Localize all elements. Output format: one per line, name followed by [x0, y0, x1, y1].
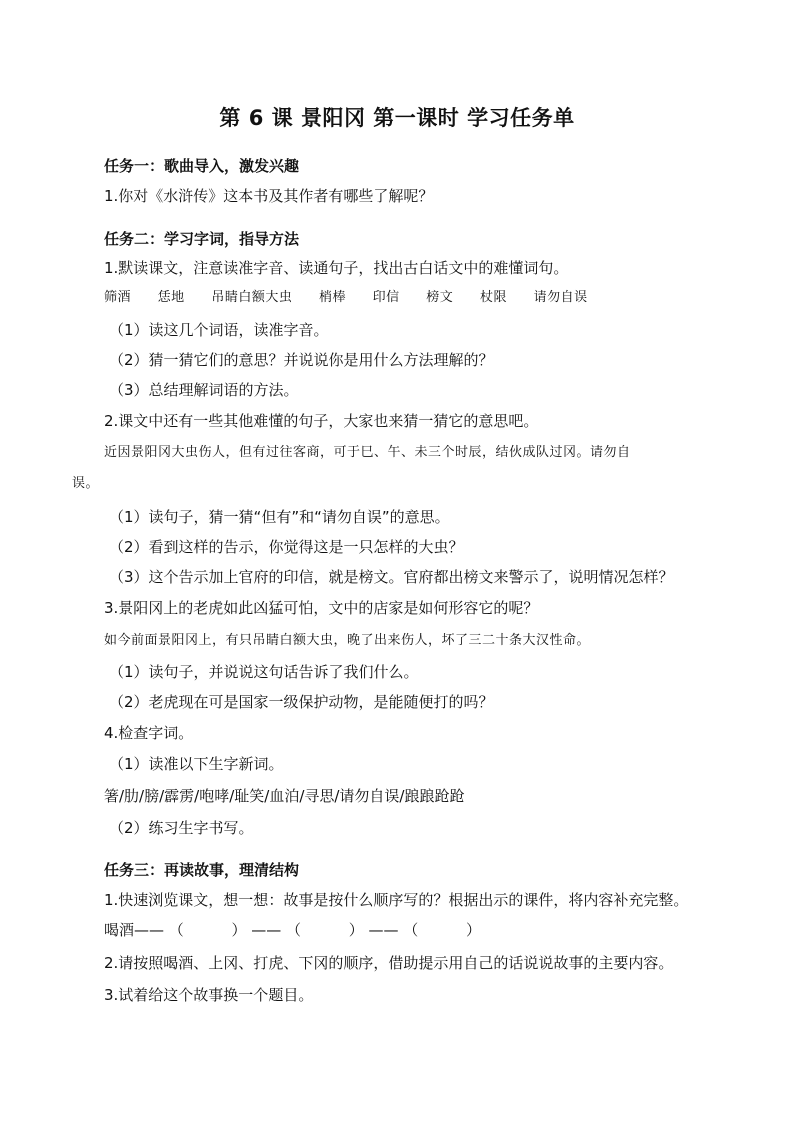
difficult-words-list [104, 288, 610, 308]
word-item: 印信 [372, 290, 400, 305]
task2-sub-4-1: （1）读准以下生字新词。 [109, 755, 284, 773]
task2-sub-2-3: （3）这个告示加上官府的印信，就是榜文。官府都出榜文来警示了，说明情况怎样？ [109, 568, 674, 586]
story-sequence [104, 920, 481, 940]
task2-sub-2-1: （1）读句子，猜一猜“但有”和“请勿自误”的意思。 [109, 508, 450, 526]
task2-question-2: 2.课文中还有一些其他难懂的句子，大家也来猜一猜它的意思吧。 [104, 412, 539, 430]
task2-question-4: 4.检查字词。 [104, 724, 194, 742]
page-title: 第 6 课 景阳冈 第一课时 学习任务单 [219, 106, 575, 130]
sequence-dash: —— [251, 921, 282, 939]
task2-sub-2-2: （2）看到这样的告示，你觉得这是一只怎样的大虫？ [109, 538, 464, 556]
notice-quote-line-1: 近因景阳冈大虫伤人，但有过往客商，可于巳、午、未三个时辰，结伙成队过冈。请勿自 [104, 445, 631, 460]
word-item: 筛酒 [104, 290, 132, 305]
word-item: 恁地 [157, 290, 185, 305]
sequence-start: 喝酒—— [104, 921, 165, 939]
sequence-blank[interactable]: （ ） [403, 921, 481, 939]
word-item: 梢棒 [318, 290, 346, 305]
word-item: 吊睛白额大虫 [211, 290, 293, 305]
task2-sub-1-3: （3）总结理解词语的方法。 [109, 381, 299, 399]
word-item: 榜文 [426, 290, 454, 305]
word-item: 请勿自误 [533, 290, 588, 305]
task2-question-3: 3.景阳冈上的老虎如此凶猛可怕，文中的店家是如何形容它的呢？ [104, 599, 539, 617]
task2-sub-1-2: （2）猜一猜它们的意思？并说说你是用什么方法理解的？ [109, 351, 494, 369]
sequence-blank[interactable]: （ ） [286, 921, 364, 939]
task1-heading: 任务一：歌曲导入，激发兴趣 [104, 157, 300, 175]
task2-sub-3-1: （1）读句子，并说说这句话告诉了我们什么。 [109, 663, 419, 681]
sequence-dash: —— [368, 921, 399, 939]
task2-heading: 任务二：学习字词，指导方法 [104, 230, 300, 248]
task2-question-1: 1.默读课文，注意读准字音、读通句子，找出古白话文中的难懂词句。 [104, 259, 569, 277]
task1-question-1: 1.你对《水浒传》这本书及其作者有哪些了解呢？ [104, 187, 434, 205]
new-words-list: 箸/肋/膀/霹雳/咆哮/耻笑/血泊/寻思/请勿自误/踉踉跄跄 [104, 787, 465, 805]
task3-question-1: 1.快速浏览课文，想一想：故事是按什么顺序写的？根据出示的课件，将内容补充完整。 [104, 891, 689, 909]
task3-heading: 任务三：再读故事，理清结构 [104, 861, 300, 879]
task2-sub-1-1: （1）读这几个词语，读准字音。 [109, 321, 329, 339]
notice-quote-line-2: 误。 [72, 476, 100, 491]
task2-sub-3-2: （2）老虎现在可是国家一级保护动物，是能随便打的吗？ [109, 693, 494, 711]
sequence-blank[interactable]: （ ） [168, 921, 247, 939]
word-item: 杖限 [479, 290, 507, 305]
task3-question-2: 2.请按照喝酒、上冈、打虎、下冈的顺序，借助提示用自己的话说说故事的主要内容。 [104, 954, 674, 972]
innkeeper-quote: 如今前面景阳冈上，有只吊睛白额大虫，晚了出来伤人，坏了三二十条大汉性命。 [104, 633, 591, 648]
task2-sub-4-2: （2）练习生字书写。 [109, 819, 254, 837]
task3-question-3: 3.试着给这个故事换一个题目。 [104, 986, 314, 1004]
